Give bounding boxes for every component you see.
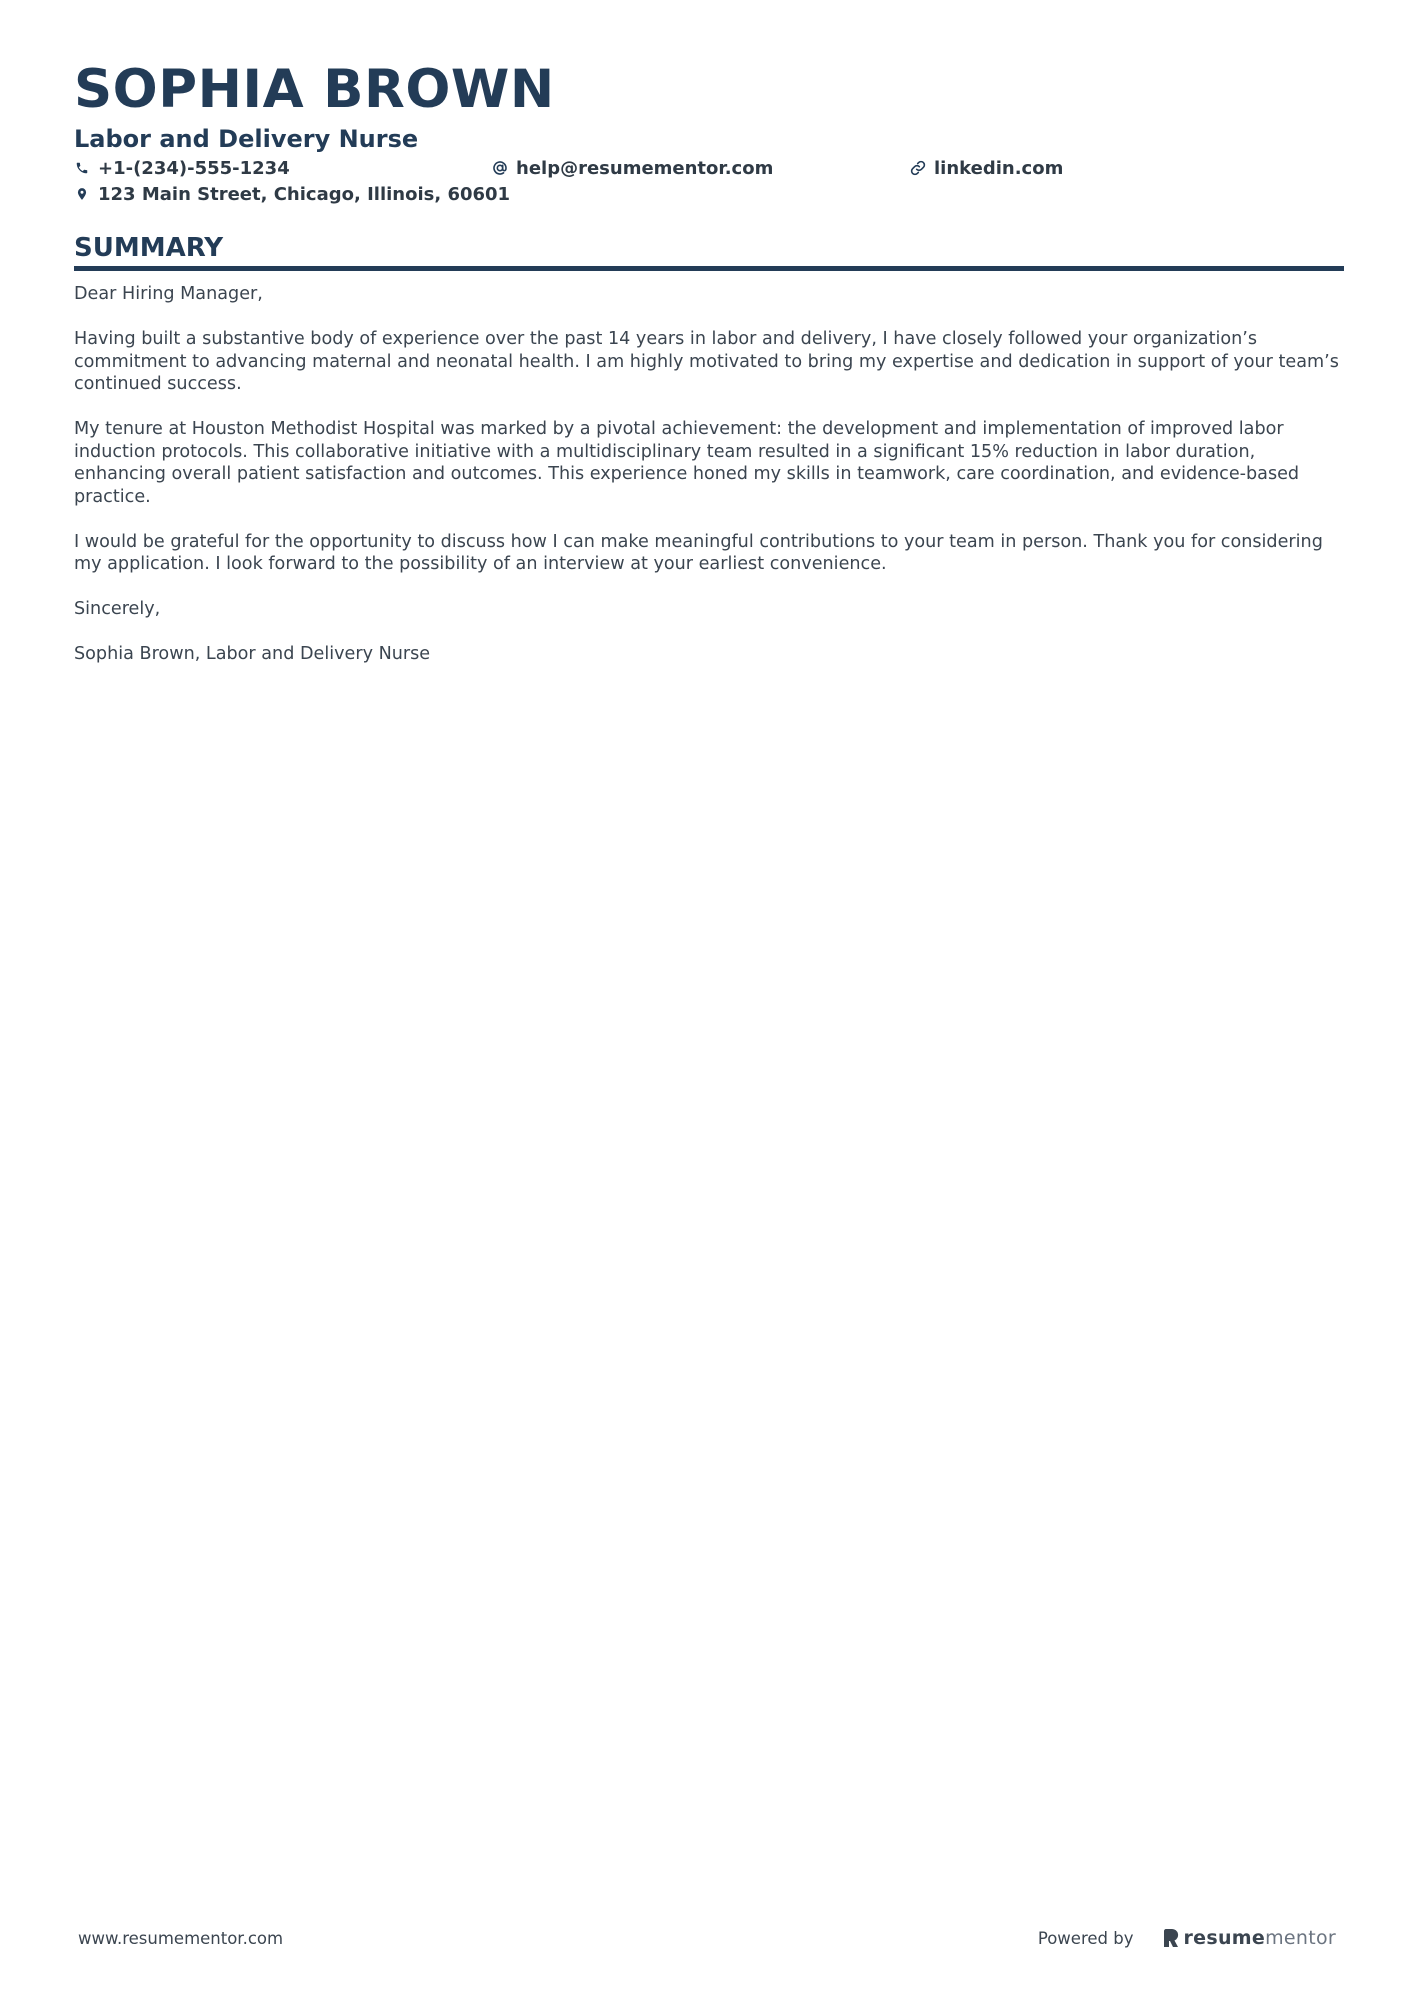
map-pin-icon <box>74 186 90 202</box>
powered-by-label: Powered by <box>1037 1928 1134 1948</box>
section-divider <box>74 266 1344 271</box>
resumementor-logo-icon <box>1163 1928 1179 1948</box>
signature: Sophia Brown, Labor and Delivery Nurse <box>74 644 431 664</box>
contact-address <box>74 182 510 206</box>
phone-text: +1-(234)-555-1234 <box>98 157 290 179</box>
letter-paragraph: My tenure at Houston Methodist Hospital was marked by a pivotal achievement: the development and implementation of improved labor induction protocols. This collaborative initiative with a multidisciplinary team resulted in a significant 15% reduction in labor duration, enhancing overall patient satisfaction and outcomes. This experience honed my skills in teamwork, care coordination, and evidence-based practice. <box>74 419 1300 507</box>
footer <box>78 1925 1336 1955</box>
contact-email[interactable] <box>492 156 773 180</box>
cover-letter-body <box>74 283 1344 666</box>
footer-website-link[interactable]: www.resumementor.com <box>78 1929 284 1948</box>
header <box>74 58 1344 208</box>
summary-section <box>74 232 1344 688</box>
candidate-name: SOPHIA BROWN <box>74 59 555 120</box>
brand-text-bold: resume <box>1183 1927 1266 1949</box>
letter-paragraph: I would be grateful for the opportunity to discuss how I can make meaningful contributions to your team in person. Thank you for considering my application. I look forward to the possibility of an interview at your earliest convenience. <box>74 531 1323 574</box>
section-title: SUMMARY <box>74 233 224 263</box>
email-text: help@resumementor.com <box>516 157 774 179</box>
contact-info <box>74 156 1344 208</box>
at-sign-icon <box>492 160 508 176</box>
job-title: Labor and Delivery Nurse <box>74 125 419 153</box>
powered-by <box>1038 1925 1336 1951</box>
address-text: 123 Main Street, Chicago, Illinois, 60601 <box>98 183 511 205</box>
closing: Sincerely, <box>74 599 161 619</box>
brand-wordmark <box>1183 1927 1336 1949</box>
salutation: Dear Hiring Manager, <box>74 284 263 304</box>
brand-logo[interactable] <box>1163 1927 1336 1949</box>
brand-text-light: mentor <box>1265 1927 1336 1949</box>
phone-icon <box>74 160 90 176</box>
contact-phone[interactable] <box>74 156 290 180</box>
linkedin-text: linkedin.com <box>934 157 1064 179</box>
link-icon <box>910 160 926 176</box>
contact-linkedin[interactable] <box>910 156 1063 180</box>
letter-paragraph: Having built a substantive body of experience over the past 14 years in labor and delivery, I have closely followed your organization’s commitment to advancing maternal and neonatal health. I am highly motivated to bring my expertise and dedication in support of your team’s continued success. <box>74 329 1339 394</box>
